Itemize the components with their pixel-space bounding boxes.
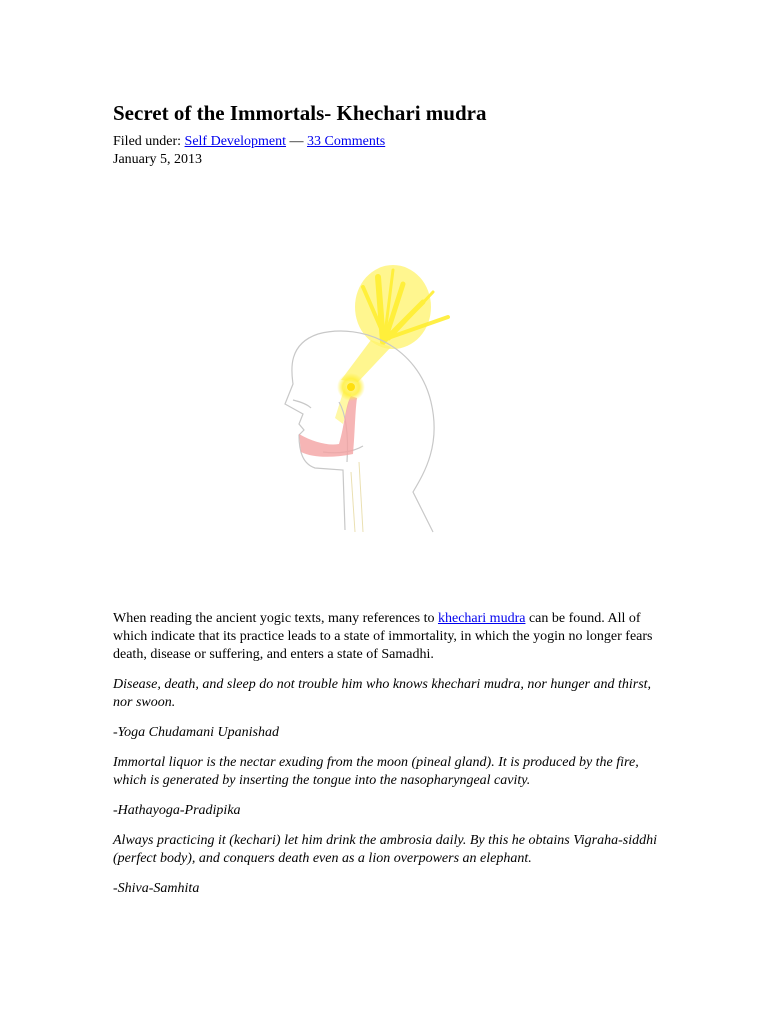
quote-text: Disease, death, and sleep do not trouble him who knows khechari mudra, nor hunger and thirst, nor swoon. (113, 677, 652, 710)
filed-under-label: Filed under: (113, 134, 185, 149)
quote-text: Always practicing it (kechari) let him drink the ambrosia daily. By this he obtains Vigraha-siddhi (perfect body), and conquers death even as a lion overpowers an elephant. (113, 833, 657, 866)
article-title: Secret of the Immortals- Khechari mudra (113, 101, 487, 125)
quote-text: Immortal liquor is the nectar exuding from the moon (pineal gland). It is produced by the fire, which is generated by inserting the tongue into the nasopharyngeal cavity. (113, 755, 639, 788)
quote-source: -Hathayoga-Pradipika (113, 803, 241, 818)
article-body (113, 610, 658, 910)
head-profile-illustration (113, 172, 658, 592)
article-meta (113, 133, 385, 169)
article-date: January 5, 2013 (113, 152, 203, 167)
quote-source: -Yoga Chudamani Upanishad (113, 725, 279, 740)
intro-paragraph: When reading the ancient yogic texts, many references to khechari mudra can be found. All of which indicate that its practice leads to a state of immortality, in which the yogin no longer fears death, disease or suffering, and enters a state of Samadhi. (113, 611, 653, 662)
quote-source: -Shiva-Samhita (113, 881, 200, 896)
category-link[interactable]: Self Development (184, 134, 287, 149)
khechari-mudra-link[interactable]: khechari mudra (437, 611, 526, 626)
meta-separator: — (286, 134, 308, 149)
comments-link[interactable]: 33 Comments (307, 134, 386, 149)
